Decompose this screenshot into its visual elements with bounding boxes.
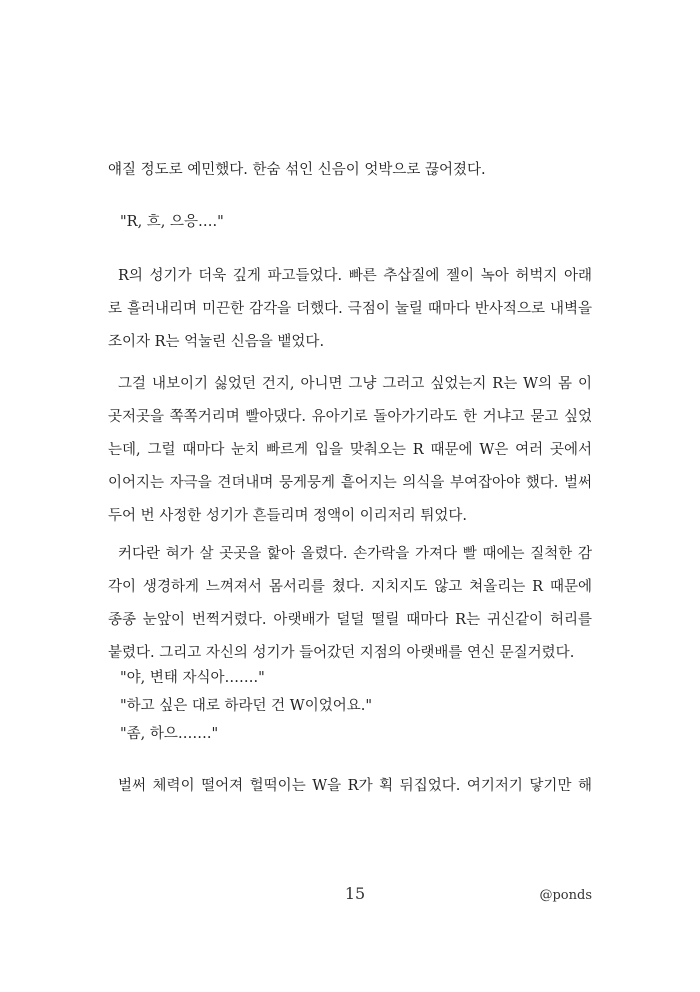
page-number: 15 bbox=[344, 884, 366, 903]
paragraph-2 bbox=[108, 206, 592, 239]
paragraph-7 bbox=[108, 770, 592, 803]
paragraph-5 bbox=[108, 538, 592, 670]
text-line: 는데, 그럴 때마다 눈치 빠르게 입을 맞춰오는 R 때문에 W은 여러 곳에서 bbox=[108, 442, 592, 458]
text-line: 조이자 R는 억눌린 신음을 뱉었다. bbox=[108, 334, 325, 350]
text-line: 종종 눈앞이 번쩍거렸다. 아랫배가 덜덜 떨릴 때마다 R는 귀신같이 허리를 bbox=[108, 612, 592, 628]
paragraph-1 bbox=[108, 154, 592, 187]
text-line: 벌써 체력이 떨어져 헐떡이는 W을 R가 획 뒤집었다. 여기저기 닿기만 해 bbox=[118, 778, 592, 794]
text-line: R의 성기가 더욱 깊게 파고들었다. 빠른 추삽질에 젤이 녹아 허벅지 아래 bbox=[118, 268, 592, 284]
dialogue-line: "R, 흐, 으응…." bbox=[120, 214, 224, 230]
text-line: 그걸 내보이기 싫었던 건지, 아니면 그냥 그러고 싶었는지 R는 W의 몸 이 bbox=[118, 376, 592, 392]
paragraph-6 bbox=[108, 664, 592, 748]
text-line: 로 흘러내리며 미끈한 감각을 더했다. 극점이 눌릴 때마다 반사적으로 내벽을 bbox=[108, 301, 592, 317]
paragraph-4 bbox=[108, 368, 592, 533]
author-tag: @ponds bbox=[539, 888, 592, 903]
text-line: 각이 생경하게 느껴져서 몸서리를 쳤다. 지치지도 않고 쳐올리는 R 때문에 bbox=[108, 579, 592, 595]
paragraph-3 bbox=[108, 260, 592, 359]
text-line: 붙렸다. 그리고 자신의 성기가 들어갔던 지점의 아랫배를 연신 문질거렸다. bbox=[108, 645, 575, 661]
text-line: 얘질 정도로 예민했다. 한숨 섞인 신음이 엇박으로 끊어졌다. bbox=[108, 162, 486, 178]
text-line: 두어 번 사정한 성기가 흔들리며 정액이 이리저리 튀었다. bbox=[108, 508, 468, 524]
text-line: 커다란 혀가 살 곳곳을 핥아 올렸다. 손가락을 가져다 빨 때에는 질척한 감 bbox=[118, 546, 592, 562]
dialogue-line: "야, 변태 자식아……." bbox=[120, 670, 265, 686]
dialogue-line: "하고 싶은 대로 하라던 건 W이었어요." bbox=[120, 698, 372, 714]
text-line: 이어지는 자극을 견뎌내며 뭉게뭉게 흩어지는 의식을 부여잡아야 했다. 벌써 bbox=[108, 475, 592, 491]
text-line: 곳저곳을 쪽쪽거리며 빨아댔다. 유아기로 돌아가기라도 한 거냐고 묻고 싶었 bbox=[108, 409, 592, 425]
dialogue-line: "좀, 하으……." bbox=[120, 726, 219, 742]
